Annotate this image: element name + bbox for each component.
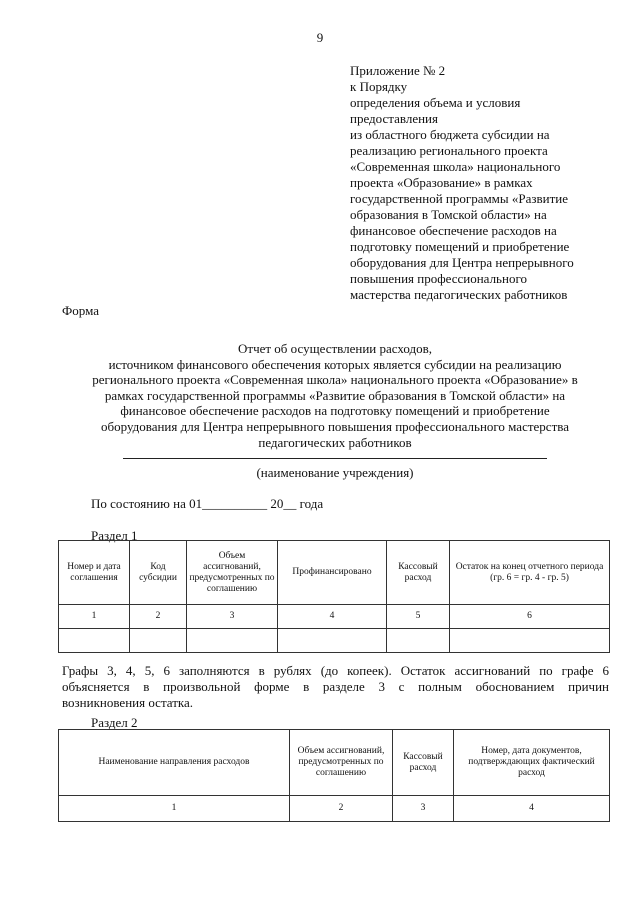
institution-caption: (наименование учреждения) xyxy=(256,465,414,480)
appendix-line: образования в Томской области» на xyxy=(350,207,547,222)
s1-header-cell: Остаток на конец отчетного периода (гр. 6 = гр. 4 - гр. 5) xyxy=(450,541,610,605)
s1-header-cell: Код субсидии xyxy=(130,541,187,605)
s1-empty-cell xyxy=(278,629,387,653)
title-line: финансовое обеспечение расходов на подготовку помещений и приобретение xyxy=(120,403,550,419)
s2-header-cell: Кассовый расход xyxy=(393,730,454,796)
institution-underline xyxy=(123,458,547,459)
appendix-line: определения объема и условия xyxy=(350,95,521,110)
appendix-line: повышения профессионального xyxy=(350,271,527,286)
appendix-header xyxy=(350,63,620,303)
s1-number-cell: 1 xyxy=(59,605,130,629)
s1-header-cell: Профинансировано xyxy=(278,541,387,605)
note-line: объясняется в произвольной форме в разделе 3 с полным обоснованием причин xyxy=(62,679,609,694)
s2-header-cell: Наименование направления расходов xyxy=(59,730,290,796)
title-line: оборудования для Центра непрерывного повышения профессионального мастерства xyxy=(101,418,569,434)
s1-empty-cell xyxy=(387,629,450,653)
s2-number-cell: 3 xyxy=(393,796,454,822)
appendix-line: Приложение № 2 xyxy=(350,63,446,78)
title-line: регионального проекта «Современная школа» национального проекта «Образование» в xyxy=(92,372,578,388)
s1-empty-cell xyxy=(450,629,610,653)
appendix-line: проекта «Образование» в рамках xyxy=(350,175,533,190)
s1-empty-cell xyxy=(59,629,130,653)
section1-label: Раздел 1 xyxy=(91,528,138,543)
title-line: рамках государственной программы «Развитие образования в Томской области» на xyxy=(104,387,566,403)
section1-table xyxy=(58,540,610,653)
s2-header-cell: Объем ассигнований, предусмотренных по соглашению xyxy=(290,730,393,796)
note-line: Графы 3, 4, 5, 6 заполняются в рублях (до копеек). Остаток ассигнований по графе 6 xyxy=(62,663,609,678)
s1-number-cell: 4 xyxy=(278,605,387,629)
appendix-line: финансовое обеспечение расходов на xyxy=(350,223,557,238)
s2-number-cell: 1 xyxy=(59,796,290,822)
appendix-line: из областного бюджета субсидии на xyxy=(350,127,550,142)
s1-number-cell: 5 xyxy=(387,605,450,629)
appendix-line: мастерства педагогических работников xyxy=(350,287,568,302)
report-title xyxy=(40,341,630,450)
s2-number-cell: 2 xyxy=(290,796,393,822)
s1-header-cell: Номер и дата соглашения xyxy=(59,541,130,605)
title-line: Отчет об осуществлении расходов, xyxy=(238,341,432,356)
appendix-line: реализацию регионального проекта xyxy=(350,143,548,158)
title-line: источником финансового обеспечения которых является субсидии на реализацию xyxy=(108,356,562,372)
s1-number-cell: 3 xyxy=(187,605,278,629)
appendix-line: подготовку помещений и приобретение xyxy=(350,239,570,254)
s1-number-cell: 6 xyxy=(450,605,610,629)
s1-empty-cell xyxy=(187,629,278,653)
s2-number-cell: 4 xyxy=(454,796,610,822)
section2-label: Раздел 2 xyxy=(91,715,138,730)
appendix-line: «Современная школа» национального xyxy=(350,159,561,174)
s1-number-cell: 2 xyxy=(130,605,187,629)
appendix-line: предоставления xyxy=(350,111,438,126)
appendix-line: оборудования для Центра непрерывного xyxy=(350,255,574,270)
as-of-date-line: По состоянию на 01__________ 20__ года xyxy=(91,496,324,511)
s1-header-cell: Кассовый расход xyxy=(387,541,450,605)
title-line: педагогических работников xyxy=(258,434,412,450)
page-number: 9 xyxy=(316,30,324,45)
s1-empty-cell xyxy=(130,629,187,653)
s1-header-cell: Объем ассигнований, предусмотренных по соглашению xyxy=(187,541,278,605)
appendix-line: государственной программы «Развитие xyxy=(350,191,569,206)
note-line: возникновения остатка. xyxy=(62,695,194,710)
form-label: Форма xyxy=(62,303,99,318)
s2-header-cell: Номер, дата документов, подтверждающих фактический расход xyxy=(454,730,610,796)
section2-table xyxy=(58,729,610,822)
appendix-line: к Порядку xyxy=(350,79,408,94)
fill-instructions xyxy=(62,663,609,711)
